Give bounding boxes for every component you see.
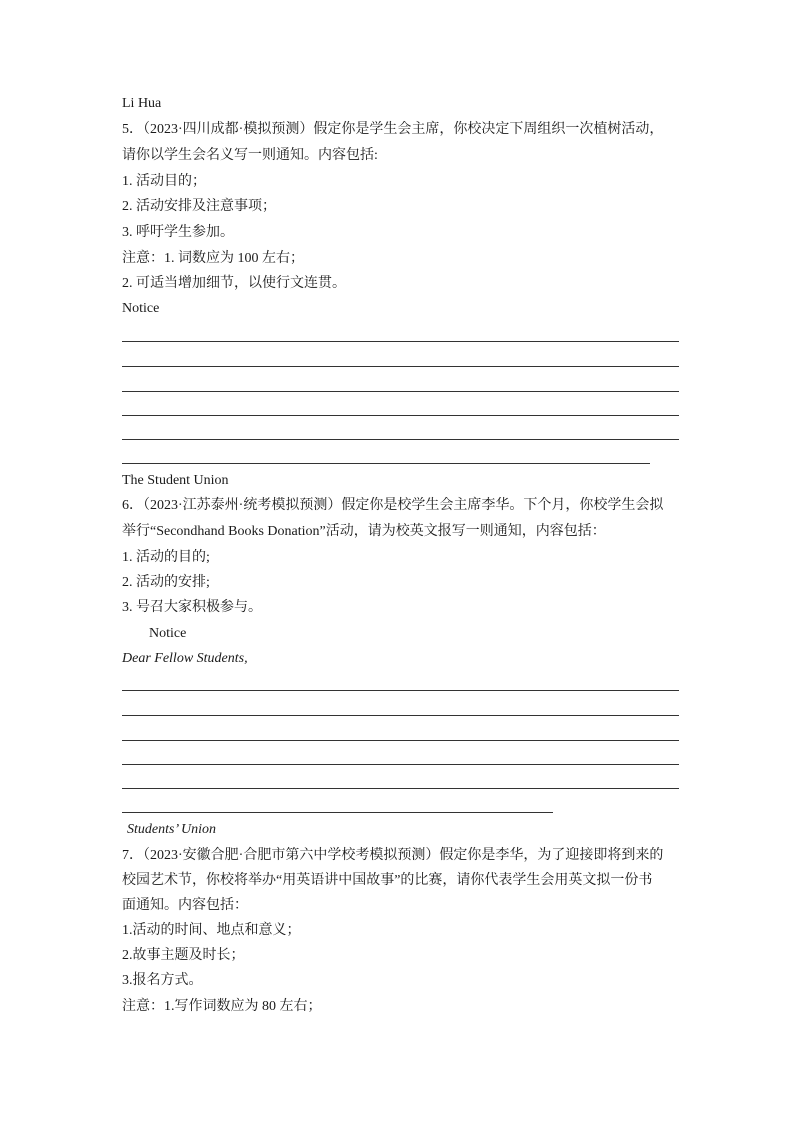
q5-item-1: 1. 活动目的； <box>122 174 206 189</box>
q7-note-1: 注意：1.写作词数应为 80 左右； <box>122 999 322 1014</box>
q6-signature: Students’ Union <box>127 822 217 837</box>
q6-prompt-line2: 举行“Secondhand Books Donation”活动，请为校英文报写一则通知，内容包括： <box>122 524 606 539</box>
q7-item-3: 3.报名方式。 <box>122 973 203 988</box>
q5-answer-line <box>122 415 679 416</box>
q5-answer-line <box>122 391 679 392</box>
q6-answer-line <box>122 740 679 741</box>
q5-answer-line <box>122 439 679 440</box>
q5-answer-line <box>122 341 679 342</box>
q5-signature: The Student Union <box>122 473 229 488</box>
q6-heading: Notice <box>149 626 187 641</box>
q7-item-2: 2.故事主题及时长； <box>122 948 245 963</box>
q5-note-2: 2. 可适当增加细节，以使行文连贯。 <box>122 276 346 291</box>
q6-answer-line <box>122 764 679 765</box>
q5-answer-line <box>122 463 650 464</box>
q6-item-2: 2. 活动的安排; <box>122 575 210 590</box>
q6-answer-line <box>122 788 679 789</box>
q6-answer-line <box>122 690 679 691</box>
q4-signature: Li Hua <box>122 96 162 111</box>
q7-prompt-line3: 面通知。内容包括： <box>122 898 248 913</box>
q5-prompt-line2: 请你以学生会名义写一则通知。内容包括: <box>122 148 378 163</box>
q5-item-2: 2. 活动安排及注意事项； <box>122 199 276 214</box>
q6-answer-line <box>122 812 553 813</box>
q6-answer-line <box>122 715 679 716</box>
q7-prompt-line2: 校园艺术节，你校将举办“用英语讲中国故事”的比赛，请你代表学生会用英文拟一份书 <box>122 873 653 888</box>
q5-answer-line <box>122 366 679 367</box>
q6-item-1: 1. 活动的目的; <box>122 550 210 565</box>
q7-prompt-line1: 7．（2023·安徽合肥·合肥市第六中学校考模拟预测）假定你是李华，为了迎接即将到来的 <box>122 848 664 863</box>
q5-heading: Notice <box>122 301 160 316</box>
q5-note-1: 注意：1. 词数应为 100 左右； <box>122 251 304 266</box>
q6-prompt-line1: 6．（2023·江苏泰州·统考模拟预测）假定你是校学生会主席李华。下个月，你校学生会拟 <box>122 498 664 513</box>
q6-salutation: Dear Fellow Students, <box>122 651 248 666</box>
q5-item-3: 3. 呼吁学生参加。 <box>122 225 234 240</box>
q5-prompt-line1: 5．（2023·四川成都·模拟预测）假定你是学生会主席，你校决定下周组织一次植树活动， <box>122 122 664 137</box>
q6-item-3: 3. 号召大家积极参与。 <box>122 600 262 615</box>
q7-item-1: 1.活动的时间、地点和意义； <box>122 923 301 938</box>
